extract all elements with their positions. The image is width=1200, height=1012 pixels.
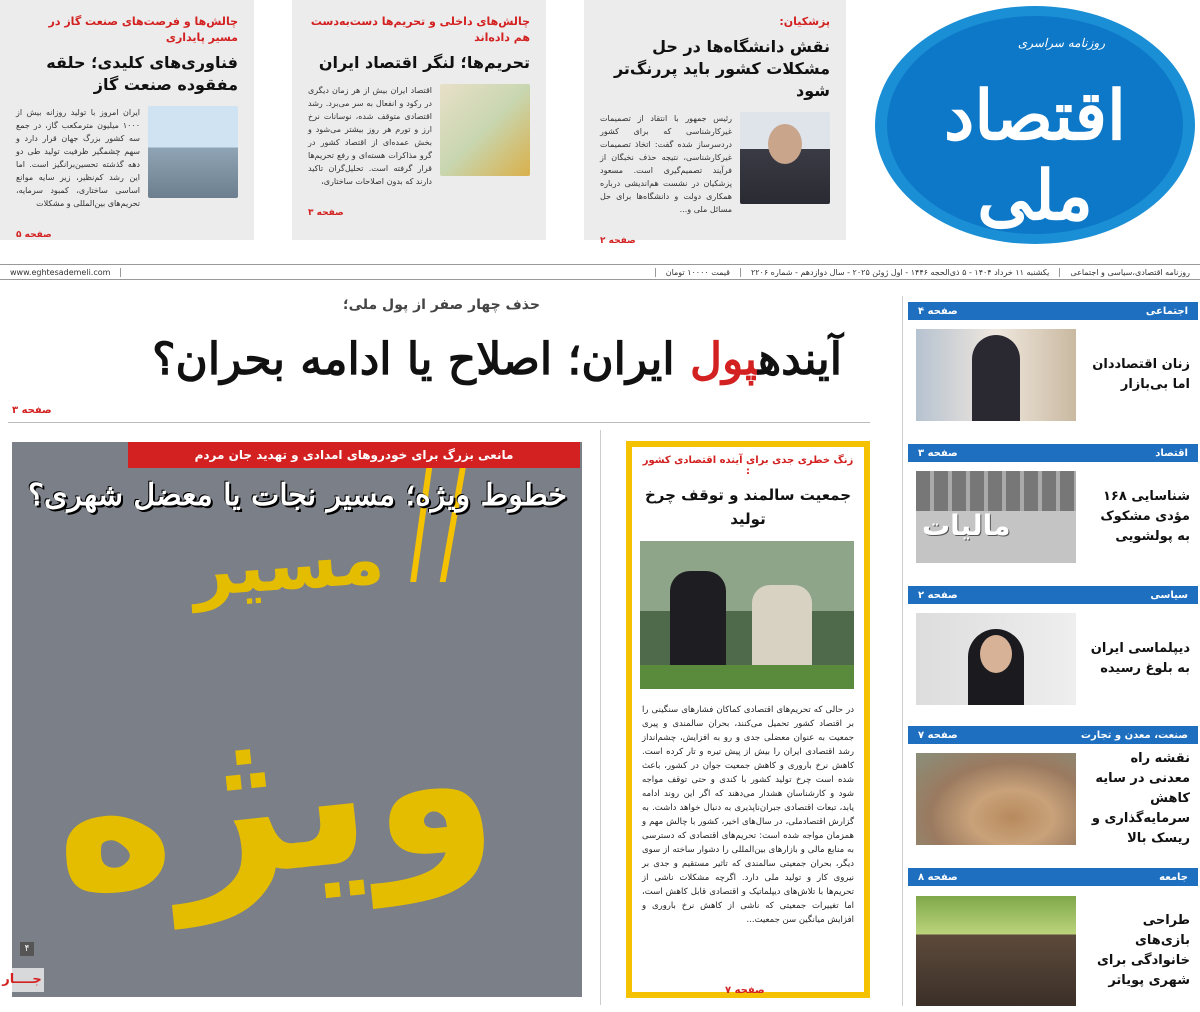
headline-title[interactable] — [152, 330, 842, 390]
teaser-title: فناوری‌های کلیدی؛ حلقه مفقوده صنعت گاز — [46, 53, 238, 94]
sidebar-section: اقتصاد — [1155, 447, 1188, 459]
sidebar-text: نقشه راه معدنی در سایه کاهش سرمایه‌گذاری و ریسک بالا — [1091, 751, 1190, 846]
teaser-photo — [740, 112, 830, 204]
sidebar-header — [908, 868, 1198, 886]
sidebar-image-caption: مالیات — [922, 509, 1011, 542]
photo-story-image[interactable] — [12, 442, 582, 997]
masthead-logo[interactable] — [875, 6, 1195, 244]
headline-part1: آینده — [757, 334, 842, 385]
sidebar-section: جامعه — [1159, 871, 1188, 883]
sidebar-economy[interactable] — [908, 444, 1198, 572]
teaser-body: ایران امروز با تولید روزانه بیش از ۱۰۰۰ میلیون مترمکعب گاز، در جمع سه کشور بزرگ جهان قرار دارد و سهم چشمگیر ظرفیت تولید طی دو دهه گذشته تحسین‌برانگیز است. اما این رشد کم‌نظیر، زیر سایه موانع اساسی ساختاری، کمبود سرمایه، تحریم‌های بین‌المللی و مشکلات — [16, 108, 140, 208]
teaser-photo — [440, 84, 530, 176]
teaser-title: نقش دانشگاه‌ها در حل مشکلات کشور باید پررنگ‌تر شود — [613, 37, 830, 100]
sidebar-page: صفحه ۴ — [918, 305, 958, 317]
sidebar-header — [908, 726, 1198, 744]
watermark: جــــار — [0, 968, 44, 992]
teaser-photo — [148, 106, 238, 198]
teaser-body: اقتصاد ایران بیش از هر زمان دیگری در رکود و انفعال به سر می‌برد. رشد اقتصادی متوقف شده، نوسانات نرخ ارز و تورم هر روز بیشتر می‌شود و بخش عمده‌ای از اقتصاد کشور در گرو مذاکرات هسته‌ای و رفع تحریم‌ها قرار گرفته است. تحلیل‌گران تاکید دارند که بدون اصلاحات ساختاری، — [308, 86, 432, 186]
teaser-kicker: چالش‌ها و فرصت‌های صنعت گاز در مسیر پایداری — [48, 15, 238, 44]
page-ref: صفحه ۲ — [600, 236, 636, 246]
sidebar-social[interactable] — [908, 302, 1198, 430]
sidebar-header — [908, 302, 1198, 320]
sidebar-header — [908, 444, 1198, 462]
sidebar-section: سیاسی — [1150, 589, 1188, 601]
info-date: یکشنبه ۱۱ خرداد ۱۴۰۴ - ۵ ذی‌الحجه ۱۴۴۶ - اول ژوئن ۲۰۲۵ - سال دوازدهم - شماره ۲۲۰۶ — [740, 268, 1059, 277]
info-section: روزنامه اقتصادی،سیاسی و اجتماعی — [1059, 268, 1200, 277]
story-kicker: زنگ خطری جدی برای آینده اقتصادی کشور : — [642, 455, 854, 477]
page-ref: صفحه ۵ — [16, 230, 52, 240]
sidebar-text: دیپلماسی ایران به بلوغ رسیده — [1090, 641, 1190, 676]
sidebar-header — [908, 586, 1198, 604]
sidebar-page: صفحه ۷ — [918, 729, 958, 741]
image-number: ۴ — [20, 942, 34, 956]
info-price: قیمت ۱۰۰۰۰ تومان — [655, 268, 740, 277]
info-website[interactable]: www.eghtesademeli.com — [0, 268, 121, 277]
teaser-sanctions[interactable] — [292, 0, 546, 240]
road-text-1: مسیر — [189, 515, 387, 613]
photo-story-kicker: مانعی بزرگ برای خودروهای امدادی و تهدید جان مردم — [128, 442, 580, 468]
sidebar-society[interactable] — [908, 868, 1198, 1012]
story-photo — [640, 541, 854, 689]
teaser-title: تحریم‌ها؛ لنگر اقتصاد ایران — [318, 53, 530, 72]
story-title: جمعیت سالمند و توقف چرخ تولید — [644, 486, 852, 528]
teaser-kicker: چالش‌های داخلی و تحریم‌ها دست‌به‌دست هم داده‌اند — [310, 15, 530, 44]
teaser-body: رئیس جمهور با انتقاد از تصمیمات غیرکارشناسی که برای کشور دردسرساز شده گفت: اتخاذ تصمیمات غیرکارشناسی، نتیجه حذف نخبگان از فرآیند تصمیم‌گیری است. مسعود پزشکیان در نشست هم‌اندیشی درباره همکاری دولت و دانشگاه‌ها برای حل مسائل ملی و... — [600, 114, 732, 214]
masthead-name: اقتصاد ملی — [944, 76, 1126, 236]
sidebar-text: طراحی بازی‌های خانوادگی برای شهری پویاتر — [1097, 913, 1190, 988]
masthead-tagline: روزنامه سراسری — [1017, 36, 1105, 50]
story-body: در حالی که تحریم‌های اقتصادی کماکان فشارهای سنگینی را بر اقتصاد کشور تحمیل می‌کنند، بحران سالمندی و پیری جمعیت به عنوان معضلی جدی و رو به افزایش، چشم‌انداز رشد اقتصادی ایران را بیش از پیش تیره و تار کرده است. کاهش نرخ باروری و کاهش جمعیت جوان در کشور، باعث شده است چرخ تولید کشور با کندی و حتی توقف مواجه شود و کارشناسان هشدار می‌دهند که اگر این روند ادامه یابد، تبعات اقتصادی جبران‌ناپذیری به دنبال خواهد داشت. به گزارش اقتصادملی، در سال‌های اخیر، کشور با چالش مهم و همزمان مواجه شده است: تحریم‌های اقتصادی که دسترسی به منابع مالی و بازارهای بین‌المللی را دشوار ساخته از سوی دیگر، بحران جمعیتی سالمندی که تاثیر مستقیم و جدی بر نیروی کار و تولید ملی دارد. اگرچه مشکلات ناشی از تحریم‌ها با تلاش‌های دیپلماتیک و اقتصادی قابل کاهش است، اما تغییرات جمعیتی که ناشی از کاهش نرخ باروری و افزایش میانگین سن جمعیت... — [642, 705, 854, 925]
info-bar — [0, 264, 1200, 280]
divider — [8, 422, 870, 423]
sidebar-divider — [902, 296, 903, 1006]
sidebar-photo — [916, 753, 1076, 845]
headline-red-word: پول — [689, 334, 758, 385]
sidebar-text: شناسایی ۱۶۸ مؤدی مشکوک به پولشویی — [1100, 489, 1190, 544]
headline-part2: ایران؛ اصلاح یا ادامه بحران؟ — [152, 334, 675, 385]
sidebar-politics[interactable] — [908, 586, 1198, 714]
sidebar-page: صفحه ۲ — [918, 589, 958, 601]
sidebar-photo — [916, 896, 1076, 1006]
story-page-ref: صفحه ۷ — [725, 985, 765, 996]
sidebar-photo — [916, 329, 1076, 421]
sidebar-section: اجتماعی — [1145, 305, 1188, 317]
sidebar-photo — [916, 471, 1076, 563]
headline-page-ref: صفحه ۳ — [12, 405, 52, 416]
column-divider — [600, 430, 601, 1005]
headline-kicker: حذف چهار صفر از پول ملی؛ — [343, 297, 540, 313]
sidebar-section: صنعت، معدن و تجارت — [1080, 729, 1188, 741]
sidebar-industry[interactable] — [908, 726, 1198, 854]
aging-population-story[interactable] — [626, 441, 870, 998]
teaser-president[interactable] — [584, 0, 846, 246]
sidebar-photo — [916, 613, 1076, 705]
page-ref: صفحه ۳ — [308, 208, 344, 218]
teaser-gas[interactable] — [0, 0, 254, 240]
sidebar-page: صفحه ۳ — [918, 447, 958, 459]
sidebar-page: صفحه ۸ — [918, 871, 958, 883]
road-text-2: ویژه — [40, 662, 505, 941]
photo-story-title[interactable]: خطوط ویژه؛ مسیر نجات یا معضل شهری؟ — [28, 478, 567, 513]
teaser-kicker: پزشکیان: — [779, 15, 830, 28]
sidebar-text: زنان اقتصاددان اما بی‌بازار — [1092, 357, 1190, 392]
